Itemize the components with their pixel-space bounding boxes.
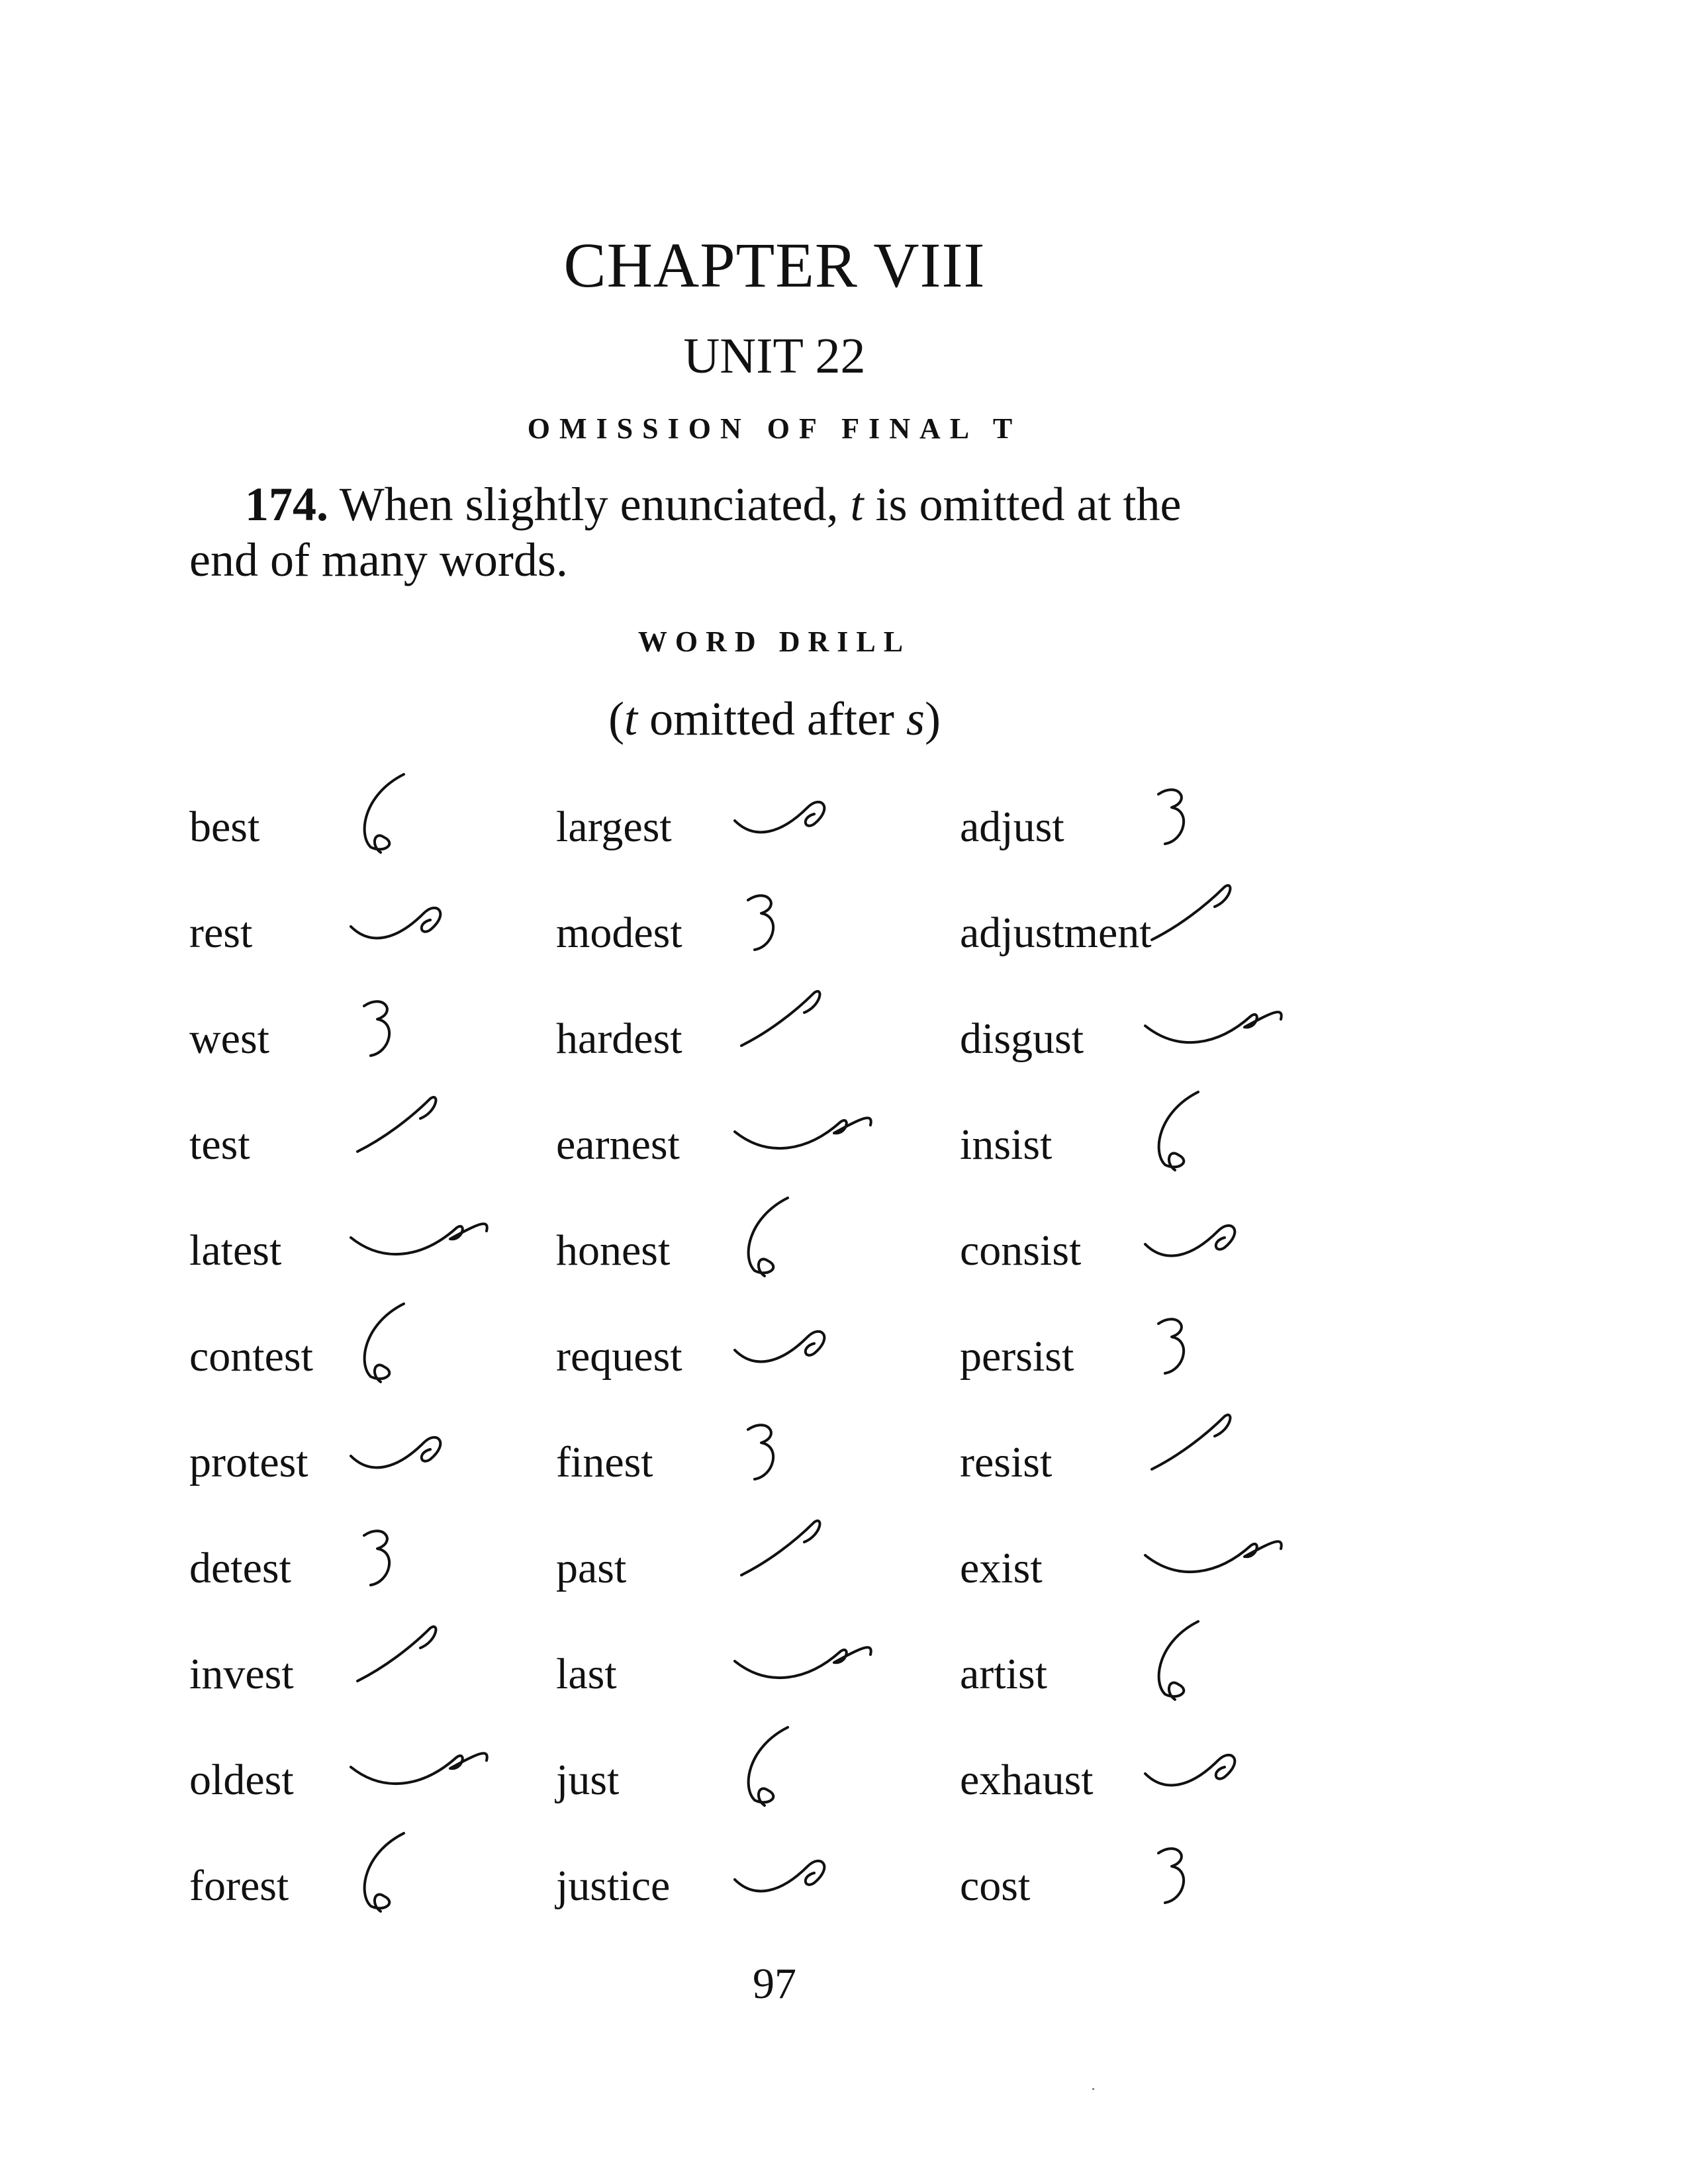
drill-word: west: [189, 1015, 269, 1063]
drill-word: justice: [556, 1862, 671, 1910]
note-letter-t: t: [624, 692, 638, 745]
shorthand-outline: [1139, 979, 1297, 1085]
shorthand-outline: [1139, 768, 1297, 874]
drill-word: adjust: [960, 803, 1064, 851]
shorthand-outline: [728, 874, 887, 979]
paragraph-line-2: end of many words.: [189, 533, 568, 586]
paragraph-number: 174.: [245, 478, 328, 531]
note-letter-s: s: [906, 692, 925, 745]
drill-word: protest: [189, 1438, 308, 1486]
drill-word: past: [556, 1544, 627, 1592]
shorthand-outline: [344, 1403, 503, 1509]
page-number: 97: [753, 1960, 796, 2008]
shorthand-outline: [1139, 874, 1297, 979]
drill-word: finest: [556, 1438, 653, 1486]
drill-word: largest: [556, 803, 672, 851]
drill-word: artist: [960, 1650, 1047, 1698]
paragraph-text-before: When slightly enunciated,: [328, 478, 851, 531]
drill-word: exhaust: [960, 1756, 1094, 1804]
drill-word: earnest: [556, 1120, 680, 1169]
shorthand-outline: [344, 1827, 503, 1933]
drill-word: just: [556, 1756, 620, 1804]
shorthand-outline: [728, 1085, 887, 1191]
drill-word: test: [189, 1120, 250, 1169]
chapter-heading: CHAPTER VIII: [563, 230, 986, 300]
unit-heading: UNIT 22: [683, 328, 866, 384]
drill-word: hardest: [556, 1015, 682, 1063]
note-middle-text: omitted after: [637, 692, 906, 745]
shorthand-outline: [1139, 1191, 1297, 1297]
drill-word: honest: [556, 1226, 671, 1275]
drill-word: invest: [189, 1650, 294, 1698]
shorthand-outline: [344, 1721, 503, 1827]
shorthand-outline: [1139, 1721, 1297, 1827]
shorthand-outline: [728, 1615, 887, 1721]
shorthand-outline: [1139, 1615, 1297, 1721]
scan-speck: [1092, 2088, 1094, 2090]
shorthand-outline: [344, 1191, 503, 1297]
word-drill-title: WORD DRILL: [637, 625, 912, 658]
shorthand-outline: [728, 768, 887, 874]
shorthand-outline: [344, 1085, 503, 1191]
drill-word: oldest: [189, 1756, 294, 1804]
shorthand-outline: [344, 874, 503, 979]
shorthand-outline: [728, 1509, 887, 1615]
drill-word: resist: [960, 1438, 1053, 1486]
drill-word: modest: [556, 909, 682, 957]
shorthand-outline: [728, 979, 887, 1085]
paragraph-line-1: [189, 477, 1381, 532]
drill-word: forest: [189, 1862, 289, 1910]
shorthand-outline: [344, 768, 503, 874]
drill-word: adjustment: [960, 909, 1152, 957]
shorthand-outline: [728, 1297, 887, 1403]
drill-word: latest: [189, 1226, 282, 1275]
shorthand-outline: [1139, 1509, 1297, 1615]
note-open-paren: (: [608, 692, 625, 745]
shorthand-outline: [728, 1191, 887, 1297]
shorthand-outline: [728, 1403, 887, 1509]
drill-word: rest: [189, 909, 253, 957]
shorthand-outline: [728, 1827, 887, 1933]
shorthand-outline: [344, 979, 503, 1085]
shorthand-outline: [1139, 1827, 1297, 1933]
paragraph-text-after: is omitted at the: [863, 478, 1182, 531]
drill-word: request: [556, 1332, 682, 1381]
shorthand-outline: [728, 1721, 887, 1827]
drill-word: consist: [960, 1226, 1082, 1275]
drill-word: detest: [189, 1544, 291, 1592]
shorthand-outline: [344, 1509, 503, 1615]
drill-word: insist: [960, 1120, 1053, 1169]
section-title: OMISSION OF FINAL T: [527, 412, 1022, 445]
drill-note: [0, 692, 1549, 747]
drill-word: contest: [189, 1332, 313, 1381]
shorthand-outline: [1139, 1085, 1297, 1191]
rule-paragraph: [189, 477, 1381, 588]
shorthand-outline: [1139, 1297, 1297, 1403]
shorthand-outline: [344, 1615, 503, 1721]
shorthand-outline: [1139, 1403, 1297, 1509]
drill-word: persist: [960, 1332, 1074, 1381]
drill-word: last: [556, 1650, 617, 1698]
note-close-paren: ): [924, 692, 941, 745]
paragraph-letter-t: t: [850, 478, 864, 531]
drill-word: exist: [960, 1544, 1043, 1592]
drill-word: cost: [960, 1862, 1031, 1910]
drill-word: disgust: [960, 1015, 1084, 1063]
drill-word: best: [189, 803, 260, 851]
shorthand-outline: [344, 1297, 503, 1403]
